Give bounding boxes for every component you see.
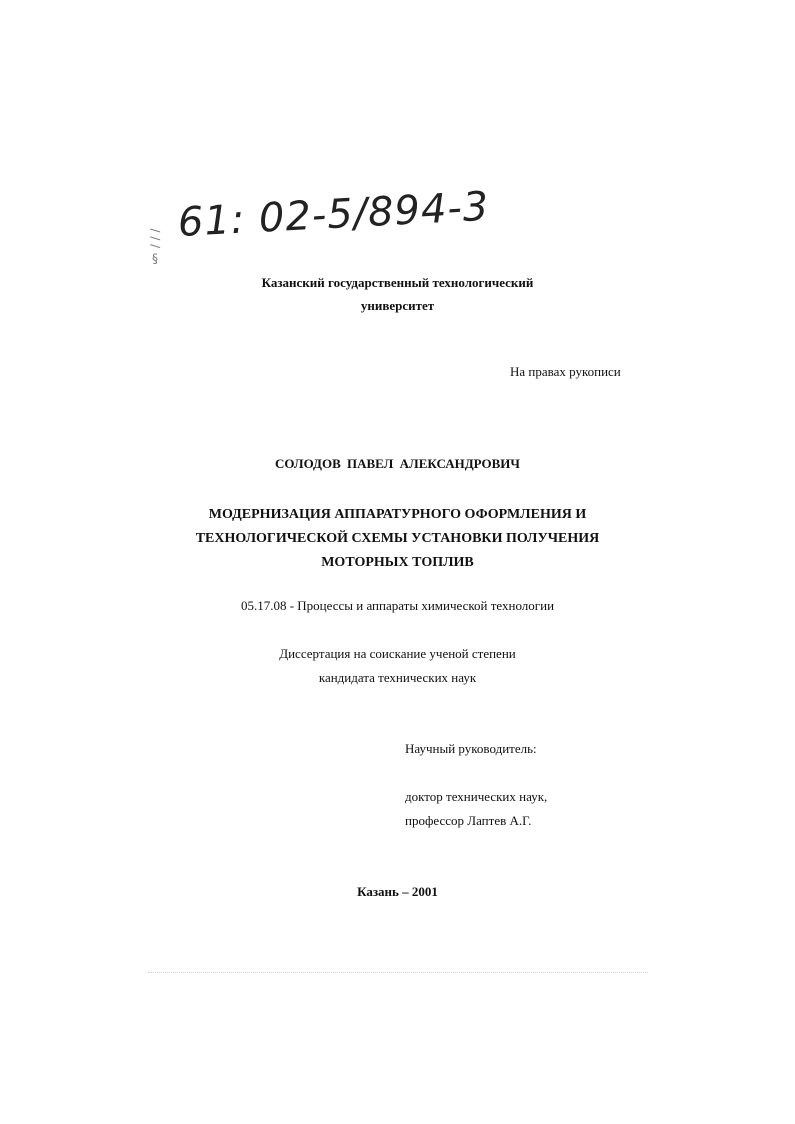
author-name: СОЛОДОВ ПАВЕЛ АЛЕКСАНДРОВИЧ — [275, 456, 520, 471]
handwritten-shelfmark: 61: 02-5/894-3 — [176, 183, 491, 246]
supervisor-name: профессор Лаптев А.Г. — [405, 813, 532, 828]
specialty-code: 05.17.08 - Процессы и аппараты химической технологии — [240, 598, 555, 613]
dissertation-line1: Диссертация на соискание ученой степени — [279, 646, 516, 661]
city-year: Казань – 2001 — [357, 884, 438, 899]
rights-note: На правах рукописи — [510, 364, 621, 379]
title-line2: ТЕХНОЛОГИЧЕСКОЙ СХЕМЫ УСТАНОВКИ ПОЛУЧЕНИЯ — [195, 531, 600, 546]
title-line1: МОДЕРНИЗАЦИЯ АППАРАТУРНОГО ОФОРМЛЕНИЯ И — [208, 507, 587, 522]
dissertation-line2: кандидата технических наук — [318, 670, 477, 685]
supervisor-label: Научный руководитель: — [405, 741, 537, 756]
supervisor-degree: доктор технических наук, — [405, 789, 548, 804]
scan-edge-line — [148, 972, 648, 974]
title-line3: МОТОРНЫХ ТОПЛИВ — [321, 555, 474, 570]
library-stamp: § ∕ ∕ ∕ — [148, 228, 162, 266]
university-name-line2: университет — [360, 298, 435, 313]
university-name-line1: Казанский государственный технологический — [261, 275, 534, 290]
